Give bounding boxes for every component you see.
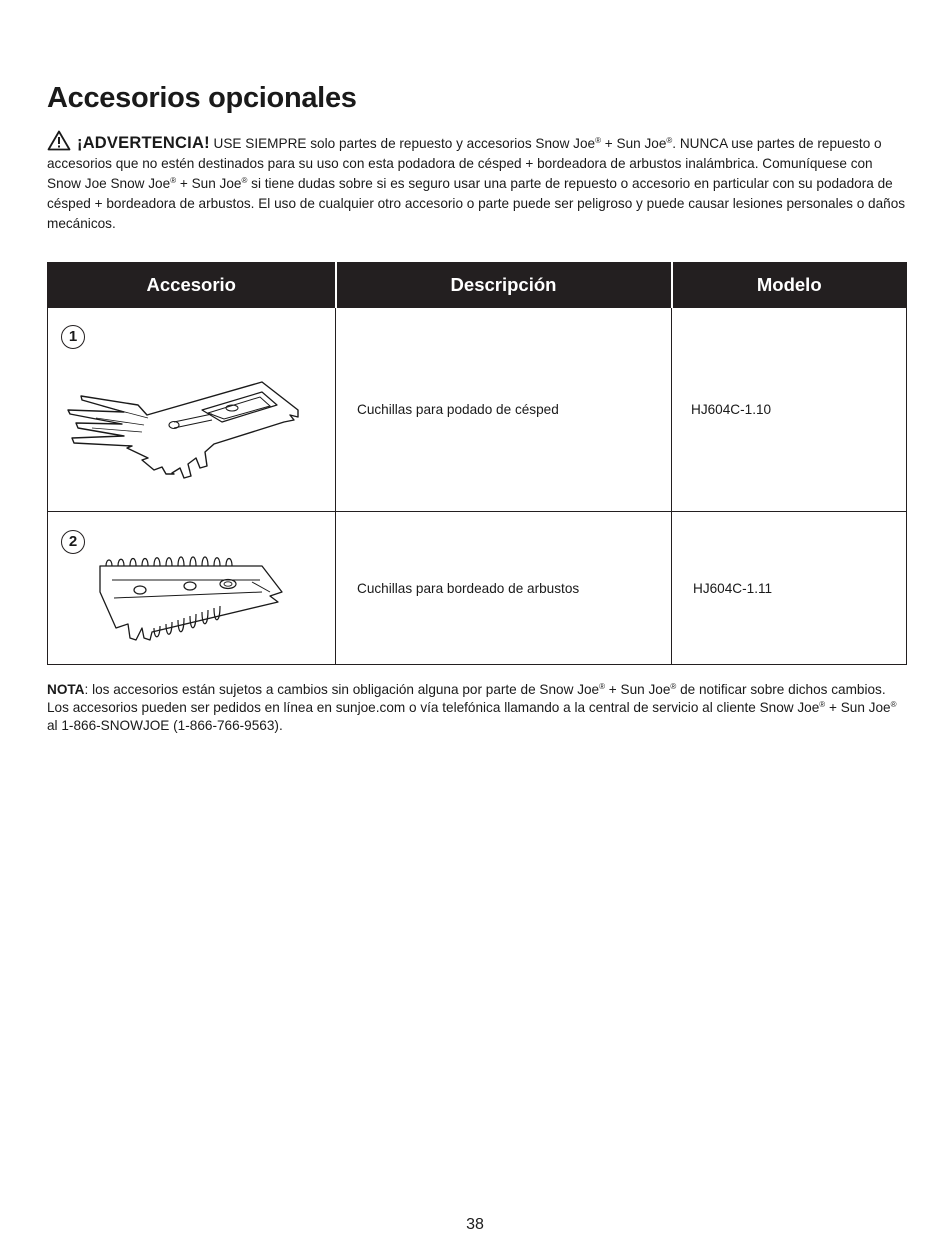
- accessory-model: HJ604C-1.10: [672, 308, 907, 512]
- accessory-image-cell: [48, 308, 336, 512]
- warning-triangle-icon: [47, 130, 71, 151]
- accessory-description: Cuchillas para podado de césped: [336, 308, 672, 512]
- warning-heading: ¡ADVERTENCIA!: [77, 134, 210, 152]
- registered-mark: ®: [595, 136, 602, 145]
- note-text: + Sun Joe: [825, 700, 891, 715]
- shrub-trimmer-blade-icon: [92, 552, 288, 644]
- accessory-image-cell: [48, 512, 336, 665]
- registered-mark: ®: [670, 682, 677, 691]
- item-number: 2: [61, 530, 85, 554]
- registered-mark: ®: [170, 176, 177, 185]
- registered-mark: ®: [666, 136, 673, 145]
- accessory-model: HJ604C-1.11: [672, 512, 907, 665]
- warning-paragraph: [47, 130, 909, 234]
- note-text: : los accesorios están sujetos a cambios sin obligación alguna por parte de Snow Joe: [84, 682, 600, 697]
- page-title: Accesorios opcionales: [47, 82, 357, 114]
- item-number: 1: [61, 325, 85, 349]
- note-text: de notificar sobre dichos cambios. Los accesorios pueden ser pedidos en línea en sunjoe.com o vía telefónica llamando a la central de servicio al cliente Snow Joe: [47, 682, 886, 715]
- registered-mark: ®: [599, 682, 606, 691]
- warning-text: . NUNCA use partes de repuesto o accesorios que no estén destinados para su uso con esta podadora de césped + bordeadora de arbustos inalámbrica. Comuníquese con Snow Joe Snow Joe: [47, 136, 882, 191]
- table-header-row: [48, 262, 907, 308]
- note-text: al 1-866-SNOWJOE (1-866-766-9563).: [47, 718, 283, 733]
- note-paragraph: [47, 681, 907, 735]
- registered-mark: ®: [819, 700, 826, 709]
- note-label: NOTA: [47, 682, 85, 697]
- accessories-table: [47, 262, 907, 665]
- warning-text: + Sun Joe: [176, 176, 242, 191]
- note-text: + Sun Joe: [605, 682, 671, 697]
- table-row: [48, 308, 907, 512]
- registered-mark: ®: [241, 176, 248, 185]
- warning-text: USE SIEMPRE solo partes de repuesto y accesorios Snow Joe: [209, 136, 596, 151]
- header-description: Descripción: [336, 262, 672, 308]
- header-model: Modelo: [672, 262, 907, 308]
- registered-mark: ®: [890, 700, 897, 709]
- accessory-description: Cuchillas para bordeado de arbustos: [336, 512, 672, 665]
- header-accessory: Accesorio: [48, 262, 336, 308]
- warning-text: + Sun Joe: [601, 136, 667, 151]
- warning-text: si tiene dudas sobre si es seguro usar una parte de repuesto o accesorio en particular con su podadora de césped + bordeadora de arbustos. El uso de cualquier otro accesorio o parte puede ser peligroso y puede causar lesiones personales o daños mecánicos.: [47, 176, 906, 231]
- table-row: [48, 512, 907, 665]
- grass-shear-blade-icon: [62, 370, 302, 480]
- page-number: 38: [466, 1216, 484, 1233]
